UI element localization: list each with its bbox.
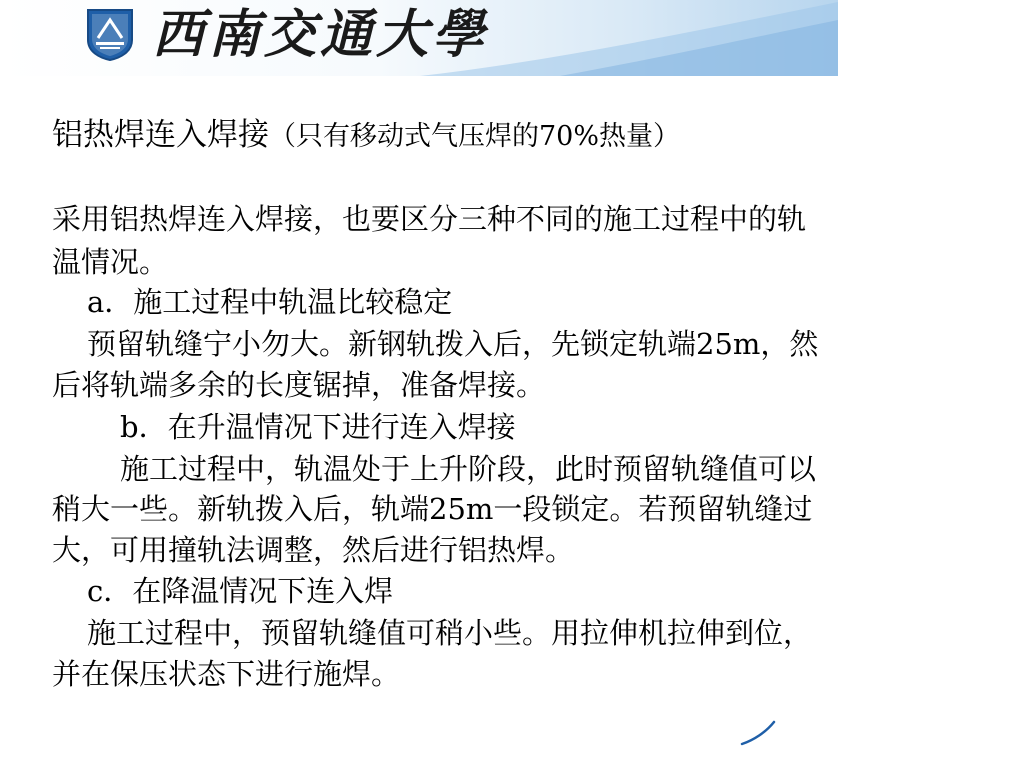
university-emblem-icon <box>84 6 136 62</box>
list-item-c-heading: c．在降温情况下连入焊 <box>87 574 394 608</box>
university-name: 西南交通大學 <box>152 4 489 65</box>
body-line: 并在保压状态下进行施焊。 <box>52 657 401 691</box>
slide-title <box>52 114 680 158</box>
body-line: 预留轨缝宁小勿大。新钢轨拨入后，先锁定轨端25m，然 <box>87 327 819 361</box>
body-line: 后将轨端多余的长度锯掉，准备焊接。 <box>52 368 546 402</box>
body-line: 大，可用撞轨法调整，然后进行铝热焊。 <box>52 533 575 567</box>
list-item-a-heading: a．施工过程中轨温比较稳定 <box>87 285 453 319</box>
title-main: 铝热焊连入焊接 <box>52 117 269 153</box>
list-item-b-heading: b．在升温情况下进行连入焊接 <box>120 410 516 444</box>
body-line: 温情况。 <box>52 245 169 279</box>
body-line: 稍大一些。新轨拨入后，轨端25m一段锁定。若预留轨缝过 <box>52 492 813 526</box>
title-subtitle: （只有移动式气压焊的70%热量） <box>269 121 681 152</box>
body-line: 采用铝热焊连入焊接，也要区分三种不同的施工过程中的轨 <box>52 202 807 236</box>
body-line: 施工过程中，预留轨缝值可稍小些。用拉伸机拉伸到位， <box>87 616 813 650</box>
decorative-swoosh-icon <box>738 718 778 746</box>
header-banner <box>0 0 838 76</box>
body-line: 施工过程中，轨温处于上升阶段，此时预留轨缝值可以 <box>120 452 817 486</box>
